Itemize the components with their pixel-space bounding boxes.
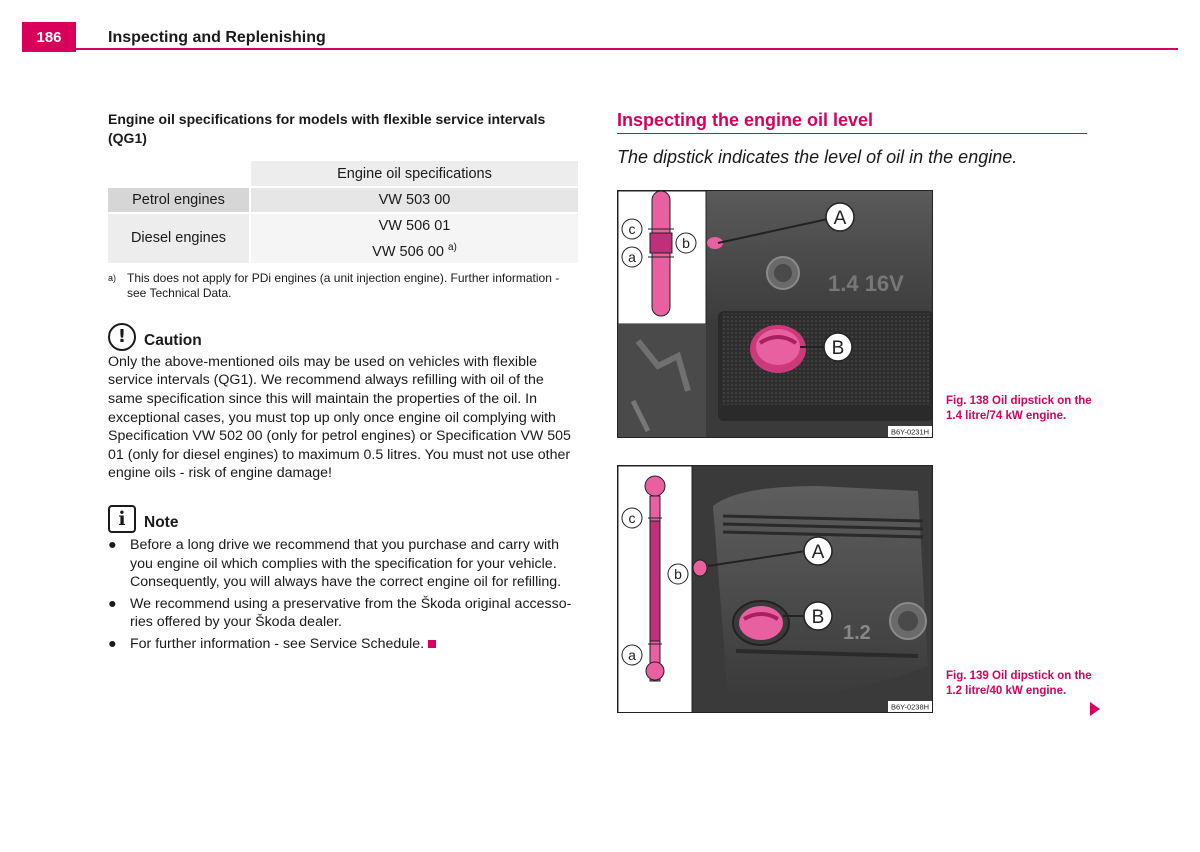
figure-code: B6Y-0238H bbox=[890, 702, 930, 712]
figure-engine-1-4 bbox=[617, 190, 933, 438]
engine-marking: 1.4 16V bbox=[828, 271, 904, 296]
engine-illustration bbox=[618, 466, 933, 713]
bullet-dot: ● bbox=[108, 595, 117, 612]
left-column bbox=[108, 110, 578, 654]
bullet-dot: ● bbox=[108, 536, 117, 553]
spec-value-with-note bbox=[255, 237, 574, 263]
chapter-title: Inspecting and Replenishing bbox=[108, 29, 326, 46]
spec-table bbox=[108, 161, 578, 263]
figure-caption: Fig. 138 Oil dipstick on the 1.4 litre/74 kW engine. bbox=[946, 395, 1092, 422]
table-header-row bbox=[108, 161, 578, 187]
table-row bbox=[108, 213, 578, 263]
label-c: c bbox=[628, 221, 636, 237]
page-number: 186 bbox=[22, 22, 76, 52]
note-label: Note bbox=[144, 513, 179, 531]
caution-text: Only the above-mentioned oils may be used on vehicles with flexible service intervals (QG1). We recommend always refilling with oil of the same specification since this will maintain the properties of the oil. In exceptional cases, you must top up only once engine oil complying with Specification VW 502 00 (only for petrol engines) or Specification VW 505 01 (only for diesel engines) to maximum 0.5 litres. You must not use other engine oils - risk of engine damage! bbox=[108, 353, 571, 482]
engine-marking: 1.2 bbox=[843, 622, 871, 644]
caution-label: Caution bbox=[144, 331, 202, 349]
label-A: A bbox=[833, 208, 847, 229]
section-title: Inspecting the engine oil level bbox=[617, 110, 1087, 134]
table-header-cell-spec: Engine oil specifications bbox=[250, 161, 578, 187]
header-rule bbox=[76, 48, 1178, 50]
figure-caption: Fig. 139 Oil dipstick on the 1.2 litre/40 kW engine. bbox=[946, 670, 1092, 697]
list-item-content bbox=[130, 635, 436, 654]
footnote-mark: a) bbox=[108, 272, 117, 283]
label-B: B bbox=[811, 607, 825, 628]
list-item-text: Before a long drive we recommend that you purchase and carry with you engine oil which complies with the specification for your vehicle. Consequently, you will always have the correct engine oil for refilling. bbox=[130, 536, 562, 591]
table-header-cell-empty bbox=[108, 161, 250, 187]
engine-type-cell: Diesel engines bbox=[108, 213, 250, 263]
engine-type-cell: Petrol engines bbox=[108, 187, 250, 213]
spec-value: VW 506 01 bbox=[378, 218, 451, 234]
list-item bbox=[108, 635, 578, 654]
label-a: a bbox=[628, 647, 636, 663]
label-b: b bbox=[674, 566, 682, 582]
note-icon: i bbox=[108, 505, 136, 533]
figure-code: B6Y-0231H bbox=[890, 427, 930, 437]
label-c: c bbox=[628, 510, 636, 526]
section-subtitle: The dipstick indicates the level of oil in the engine. bbox=[617, 147, 1018, 167]
footnote-ref: a) bbox=[447, 242, 457, 253]
list-item bbox=[108, 536, 578, 592]
end-square-icon bbox=[428, 640, 436, 648]
spec-heading: Engine oil specifications for models with flexible service intervals (QG1) bbox=[108, 111, 546, 146]
caution-icon: ! bbox=[108, 323, 136, 351]
spec-value: VW 503 00 bbox=[378, 192, 451, 208]
list-item-text: For further information - see Service Schedule. bbox=[130, 635, 425, 652]
engine-illustration bbox=[618, 191, 933, 438]
label-a: a bbox=[628, 249, 636, 265]
right-column bbox=[617, 110, 1087, 168]
label-b: b bbox=[682, 235, 690, 251]
figure-engine-1-2 bbox=[617, 465, 933, 713]
spec-cell bbox=[250, 187, 578, 213]
list-item bbox=[108, 595, 578, 632]
table-row bbox=[108, 187, 578, 213]
bullet-dot: ● bbox=[108, 635, 117, 652]
note-heading bbox=[108, 505, 578, 533]
list-item-text: We recommend using a preservative from the Škoda original accesso-ries offered by your Škoda dealer. bbox=[130, 595, 572, 631]
label-B: B bbox=[831, 338, 845, 359]
next-page-arrow-icon[interactable] bbox=[1090, 702, 1100, 716]
spec-value: VW 506 00 bbox=[372, 243, 444, 260]
footnote-text: This does not apply for PDi engines (a unit injection engine). Further information - see Technical Data. bbox=[127, 270, 560, 300]
label-A: A bbox=[811, 542, 825, 563]
caution-heading bbox=[108, 323, 578, 351]
footnote bbox=[108, 271, 578, 301]
spec-cell bbox=[250, 213, 578, 263]
